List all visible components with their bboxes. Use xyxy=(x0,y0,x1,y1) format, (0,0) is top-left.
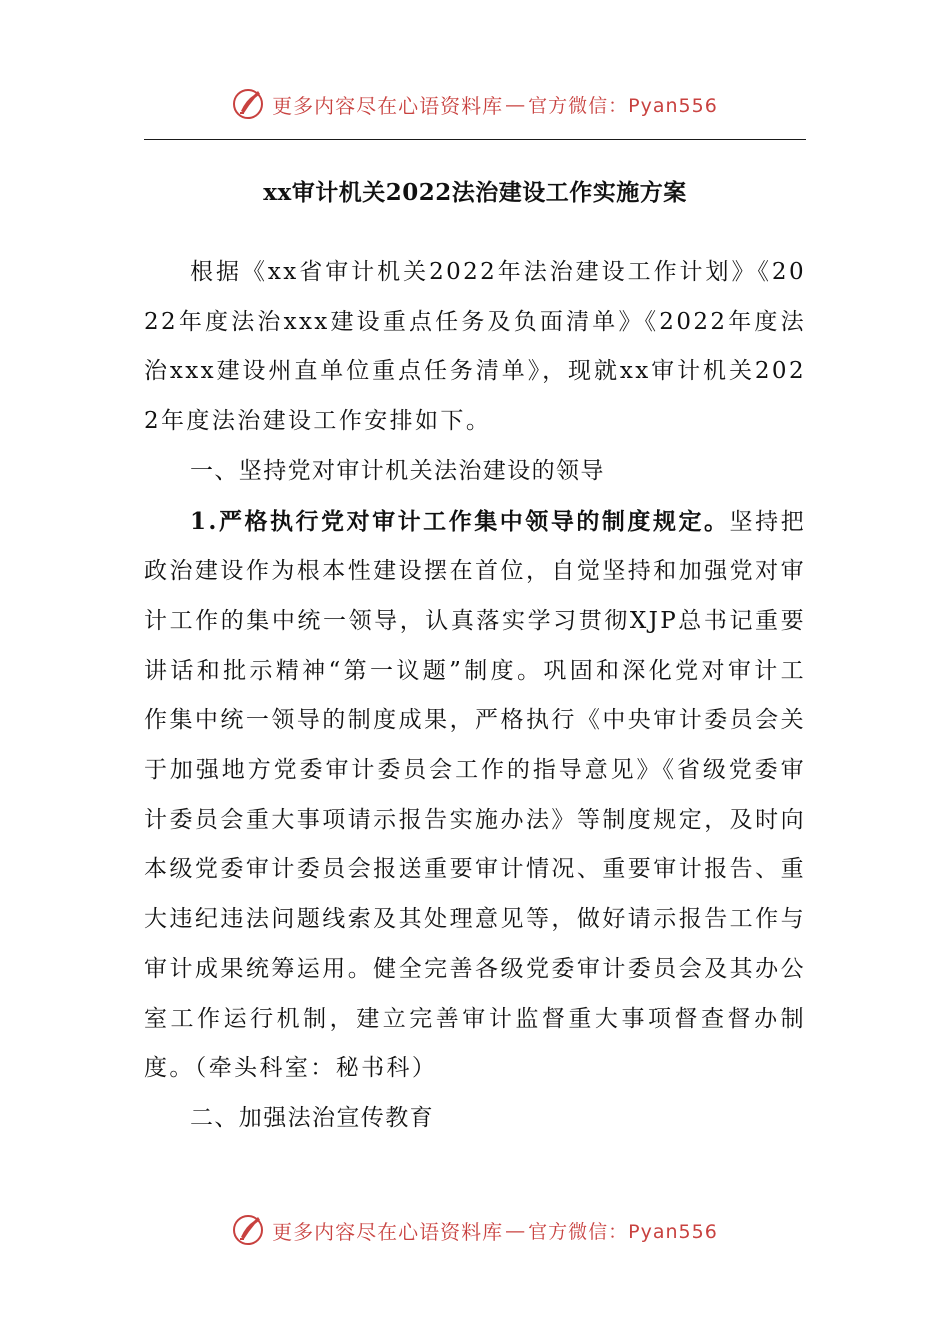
header-rule xyxy=(144,139,806,140)
watermark-text: 更多内容尽在心语资料库 xyxy=(272,93,504,118)
section-1-heading: 一、坚持党对审计机关法治建设的领导 xyxy=(190,457,605,484)
watermark-separator: — xyxy=(505,92,527,116)
intro-paragraph: 根据《xx省审计机关2022年法治建设工作计划》《2022年度法治xxx建设重点任务及负面清单》《2022年度法治xxx建设州直单位重点任务清单》，现就xx审计机关2022年度法治建设工作安排如下。 xyxy=(144,259,806,435)
section-2-heading: 二、加强法治宣传教育 xyxy=(190,1104,434,1131)
item-1-body: 坚持把政治建设作为根本性建设摆在首位，自觉坚持和加强党对审计工作的集中统一领导，认真落实学习贯彻XJP总书记重要讲话和批示精神“第一议题”制度。巩固和深化党对审计工作集中统一领导的制度成果，严格执行《中央审计委员会关于加强地方党委审计委员会工作的指导意见》《省级党委审计委员会重大事项请示报告实施办法》等制度规定，及时向本级党委审计委员会报送重要审计情况、重要审计报告、重大违纪违法问题线索及其处理意见等，做好请示报告工作与审计成果统筹运用。健全完善各级党委审计委员会及其办公室工作运行机制，建立完善审计监督重大事项督查督办制度。（牵头科室：秘书科） xyxy=(144,508,807,1082)
watermark-separator: — xyxy=(505,1218,527,1242)
header-watermark xyxy=(0,84,950,124)
item-1-title: 1.严格执行党对审计工作集中领导的制度规定。 xyxy=(190,507,730,535)
watermark-contact: 官方微信：Pyan556 xyxy=(528,94,718,117)
watermark-contact: 官方微信：Pyan556 xyxy=(528,1220,718,1243)
watermark-text: 更多内容尽在心语资料库 xyxy=(272,1219,504,1244)
document-title: xx审计机关2022法治建设工作实施方案 xyxy=(263,179,687,206)
pen-logo-icon xyxy=(232,1212,268,1248)
document-body xyxy=(144,248,806,1144)
pen-logo-icon xyxy=(232,86,268,122)
section-1-item-1 xyxy=(144,497,806,1094)
footer-watermark xyxy=(0,1210,950,1250)
